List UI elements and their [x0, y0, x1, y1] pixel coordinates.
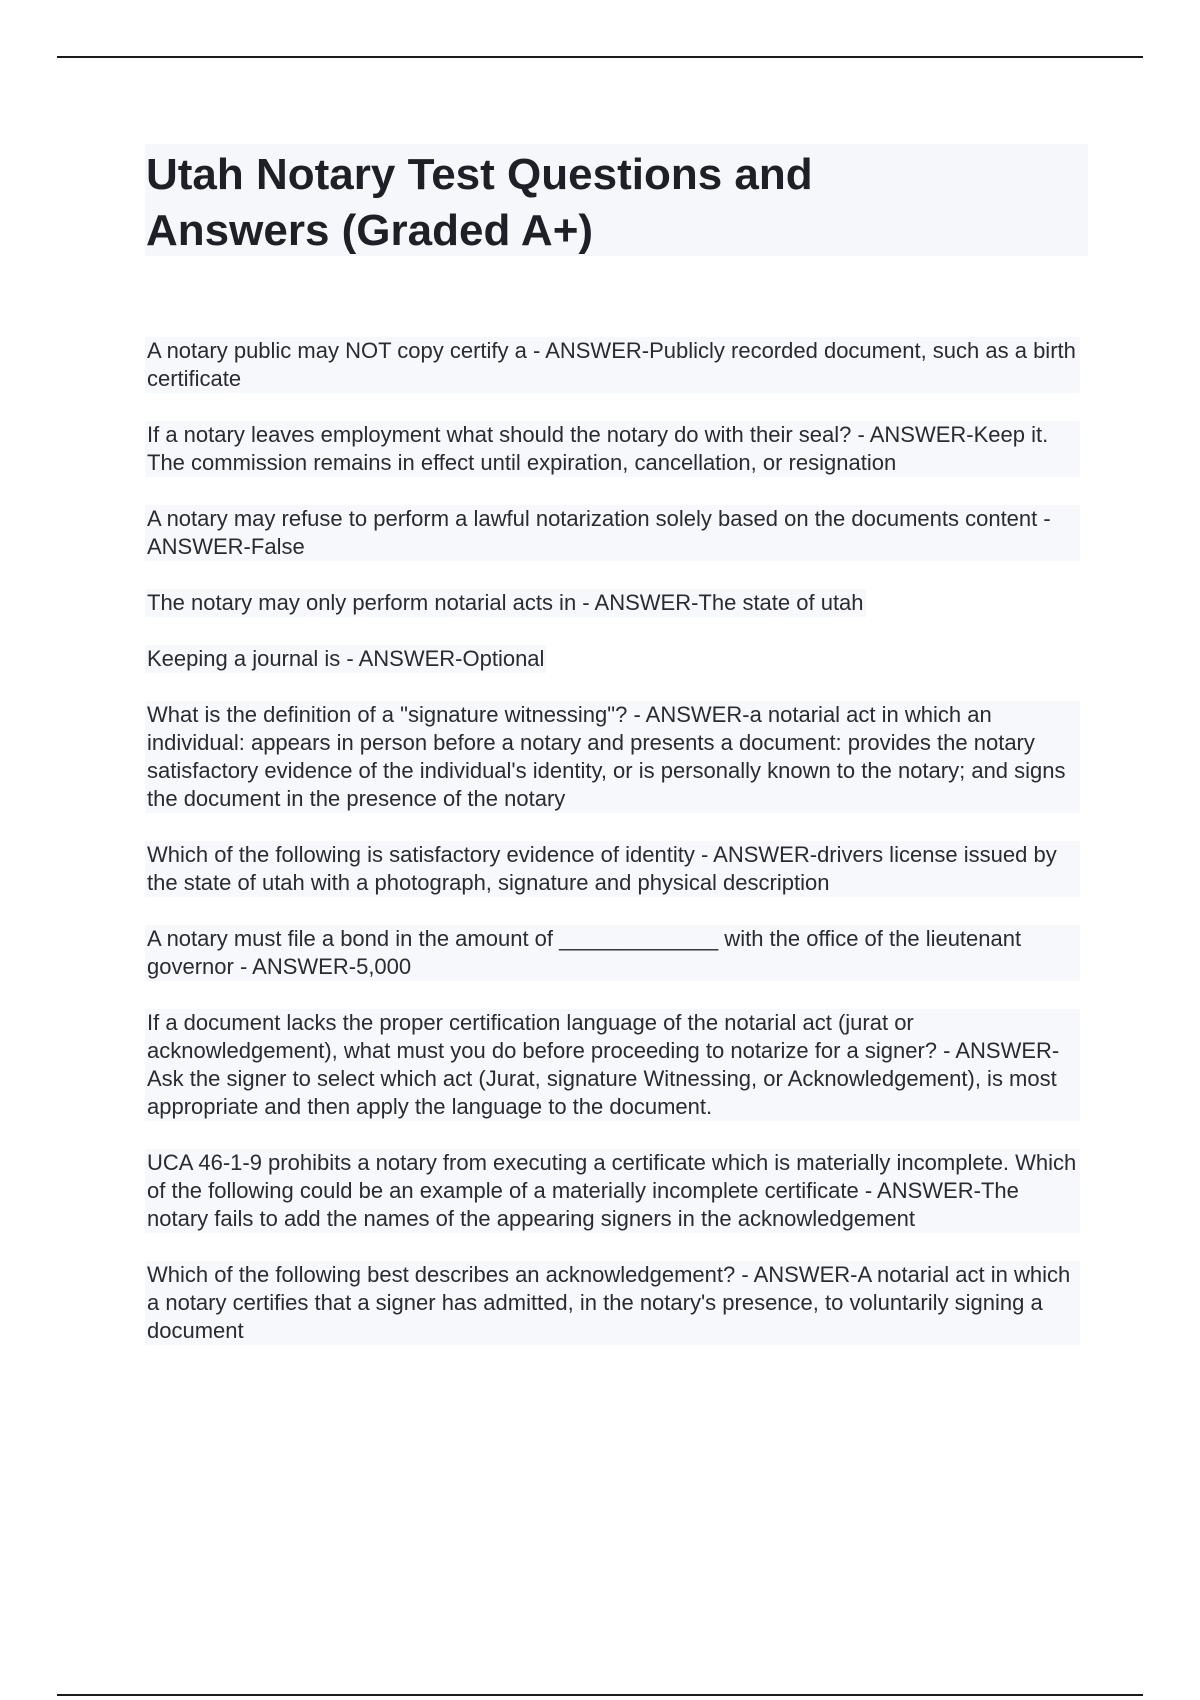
answer-text: Ask the signer to select which act (Jurat, signature Witnessing, or Acknowledgement), is most appropriate and then apply the language to the document. — [147, 1066, 1057, 1119]
qa-list — [145, 337, 1080, 1373]
qa-item — [145, 1009, 1080, 1121]
question-text: A notary public may NOT copy certify a — [147, 338, 527, 363]
qa-item — [145, 421, 1080, 477]
answer-text: A notarial act in which a notary certifies that a signer has admitted, in the notary's presence, to voluntarily signing a document — [147, 1262, 1071, 1343]
document-title: Utah Notary Test Questions and Answers (Graded A+) — [146, 150, 813, 255]
qa-item — [145, 505, 1080, 561]
question-text: Which of the following best describes an acknowledgement? — [147, 1262, 736, 1287]
answer-separator: - ANSWER- — [340, 646, 463, 671]
question-text: If a notary leaves employment what should the notary do with their seal? — [147, 422, 852, 447]
question-text: What is the definition of a "signature witnessing"? — [147, 702, 628, 727]
qa-item — [145, 337, 1080, 393]
answer-text: Optional — [462, 646, 545, 671]
answer-separator: - ANSWER- — [858, 1178, 981, 1203]
question-text: If a document lacks the proper certification language of the notarial act (jurat or acknowledgement), what must you do before proceeding to notarize for a signer? — [147, 1010, 938, 1063]
header-rule — [57, 56, 1143, 58]
answer-text: Keep it. The commission remains in effect until expiration, cancellation, or resignation — [147, 422, 1049, 475]
qa-item — [145, 645, 546, 673]
question-text: A notary may refuse to perform a lawful notarization solely based on the documents content — [147, 506, 1038, 531]
qa-item — [145, 1149, 1080, 1233]
answer-separator: - ANSWER- — [576, 590, 699, 615]
qa-item — [145, 925, 1080, 981]
footer-rule — [57, 1694, 1143, 1696]
answer-separator: - ANSWER- — [526, 338, 650, 363]
answer-separator: - ANSWER- — [147, 506, 1051, 559]
question-text: The notary may only perform notarial acts in — [147, 590, 577, 615]
answer-separator: - ANSWER- — [233, 954, 357, 979]
answer-separator: - ANSWER- — [937, 1038, 1060, 1063]
answer-separator: - ANSWER- — [851, 422, 974, 447]
answer-text: a notarial act in which an individual: appears in person before a notary and presents a document: provides the notary satisfactory evidence of the individual's identity, or is personally known to the notary; and signs the document in the presence of the notary — [147, 702, 1066, 811]
question-text: UCA 46-1-9 prohibits a notary from executing a certificate which is materially incomplete. Which of the following could be an example of a materially incomplete certificate — [147, 1150, 1077, 1203]
qa-item — [145, 841, 1080, 897]
question-text: A notary must file a bond in the amount of _____________ with the office of the lieutenant governor — [147, 926, 1022, 979]
answer-text: False — [250, 534, 305, 559]
answer-text: drivers license issued by the state of utah with a photograph, signature and physical description — [147, 842, 1057, 895]
answer-text: The notary fails to add the names of the appearing signers in the acknowledgement — [147, 1178, 1019, 1231]
answer-separator: - ANSWER- — [694, 842, 818, 867]
qa-item — [145, 1261, 1080, 1345]
answer-text: Publicly recorded document, such as a birth certificate — [147, 338, 1076, 391]
qa-item — [145, 701, 1080, 813]
answer-text: 5,000 — [356, 954, 412, 979]
question-text: Keeping a journal is — [147, 646, 341, 671]
question-text: Which of the following is satisfactory evidence of identity — [147, 842, 695, 867]
answer-separator: - ANSWER- — [627, 702, 750, 727]
answer-separator: - ANSWER- — [735, 1262, 858, 1287]
qa-item — [145, 589, 866, 617]
answer-text: The state of utah — [698, 590, 864, 615]
